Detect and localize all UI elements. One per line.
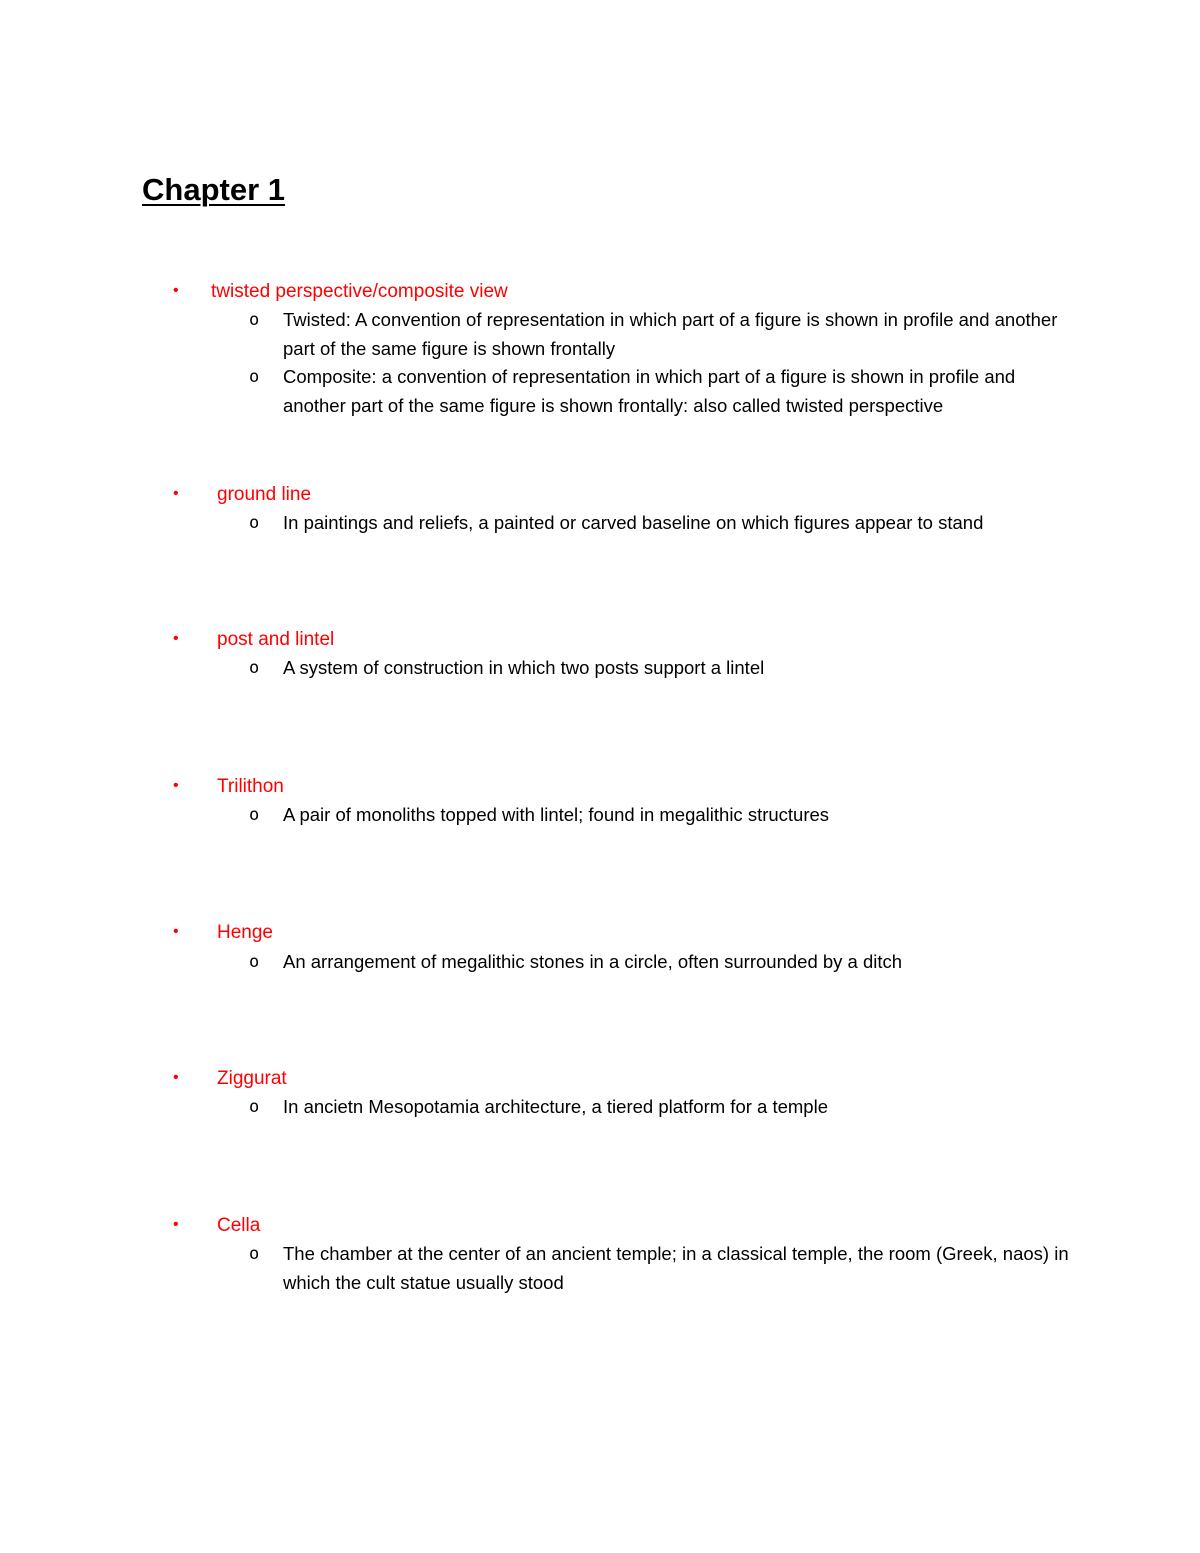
sub-bullet-icon: o (249, 805, 260, 825)
term-label: Cella (217, 1215, 261, 1236)
bullet-icon: • (173, 1069, 179, 1086)
bullet-icon: • (173, 485, 179, 502)
definition-text: In paintings and reliefs, a painted or carved baseline on which figures appear to stand (283, 512, 984, 533)
sub-bullet-icon: o (249, 367, 260, 387)
sub-bullet-icon: o (249, 310, 260, 330)
definition-text: In ancietn Mesopotamia architecture, a tiered platform for a temple (283, 1096, 828, 1117)
term-label: Trilithon (217, 776, 284, 797)
bullet-icon: • (173, 923, 179, 940)
definition-text: Twisted: A convention of representation in which part of a figure is shown in profile and another part of the same figure is shown frontally (283, 309, 1058, 359)
bullet-icon: • (173, 282, 179, 299)
sub-bullet-icon: o (249, 658, 260, 678)
definition-text: A system of construction in which two posts support a lintel (283, 657, 765, 678)
sub-bullet-icon: o (249, 952, 260, 972)
term-label: twisted perspective/composite view (211, 281, 508, 302)
definition-text: A pair of monoliths topped with lintel; found in megalithic structures (283, 804, 830, 825)
definition-text: An arrangement of megalithic stones in a circle, often surrounded by a ditch (283, 951, 903, 972)
term-label: ground line (217, 484, 312, 505)
term-label: post and lintel (217, 629, 335, 650)
term-label: Ziggurat (217, 1068, 287, 1089)
term-label: Henge (217, 922, 273, 943)
sub-bullet-icon: o (249, 513, 260, 533)
bullet-icon: • (173, 630, 179, 647)
sub-bullet-icon: o (249, 1244, 260, 1264)
bullet-icon: • (173, 777, 179, 794)
bullet-icon: • (173, 1216, 179, 1233)
definition-text: The chamber at the center of an ancient temple; in a classical temple, the room (Greek, naos) in which the cult statue usually stood (283, 1243, 1069, 1293)
definition-text: Composite: a convention of representation in which part of a figure is shown in profile and another part of the same figure is shown frontally: also called twisted perspective (283, 366, 1016, 416)
sub-bullet-icon: o (249, 1097, 260, 1117)
page-title: Chapter 1 (142, 172, 285, 207)
